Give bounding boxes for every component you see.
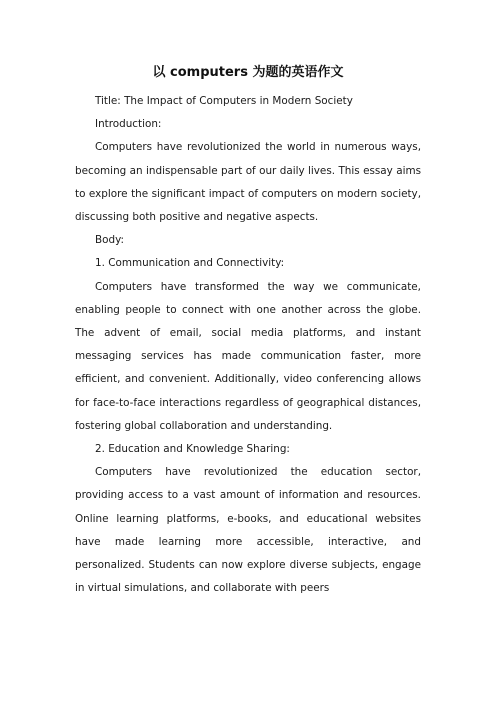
document-title: 以 computers 为题的英语作文: [152, 65, 344, 80]
introduction-paragraph: Computers have revolutionized the world in numerous ways, becoming an indispensable part of our daily lives. This essay aims to explore the significant impact of computers on modern society, discussing both positive and negative aspects.: [75, 141, 421, 224]
essay-title: Title: The Impact of Computers in Modern Society: [95, 95, 353, 107]
body-heading: Body:: [95, 234, 124, 247]
section-2-paragraph: Computers have revolutionized the education sector, providing access to a vast amount of information and resources. Online learning platforms, e-books, and educational websites have made learning more accessible, interactive, and personalized. Students can now explore diverse subjects, engage in virtual simulations, and collaborate with peers: [75, 466, 421, 595]
section-1-heading: 1. Communication and Connectivity:: [95, 257, 285, 270]
essay-body: [75, 90, 421, 600]
section-2-heading: 2. Education and Knowledge Sharing:: [95, 443, 290, 456]
introduction-heading: Introduction:: [95, 118, 162, 131]
section-1-paragraph: Computers have transformed the way we communicate, enabling people to connect with one another across the globe. The advent of email, social media platforms, and instant messaging services has made communication faster, more efficient, and convenient. Additionally, video conferencing allows for face-to-face interactions regardless of geographical distances, fostering global collaboration and understanding.: [75, 280, 421, 432]
